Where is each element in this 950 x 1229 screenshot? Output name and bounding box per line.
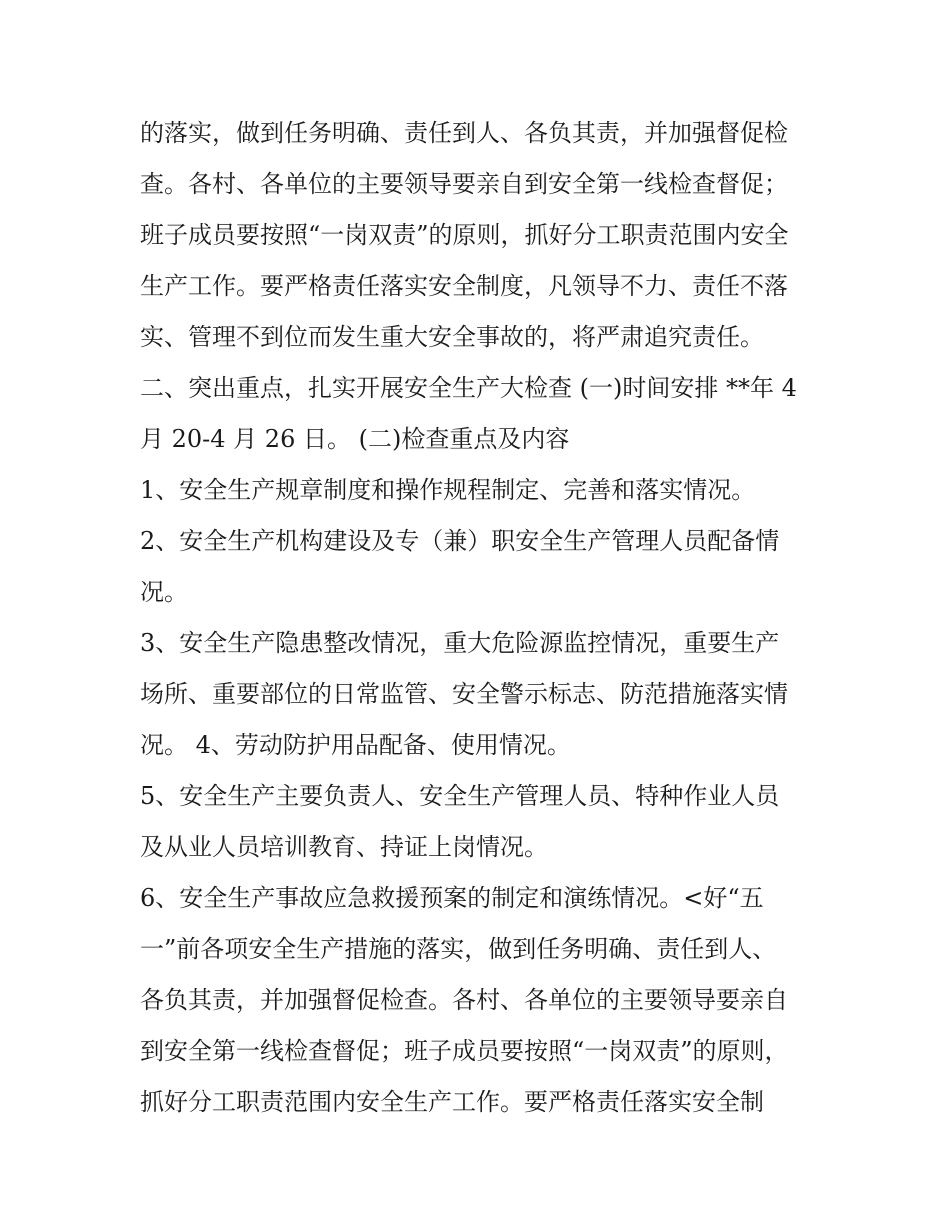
text-line: 及从业人员培训教育、持证上岗情况。 (140, 833, 548, 861)
section-heading-line: 二、突出重点，扎实开展安全生产大检查 (一)时间安排 **年 4 (140, 374, 797, 402)
text-line: 各负其责，并加强督促检查。各村、各单位的主要领导要亲自 (140, 986, 788, 1014)
text-line: 班子成员要按照“一岗双责”的原则，抓好分工职责范围内安全 (140, 221, 789, 249)
body-text (140, 108, 820, 1128)
text-line: 抓好分工职责范围内安全生产工作。要严格责任落实安全制 (140, 1088, 764, 1116)
list-item-5: 5、安全生产主要负责人、安全生产管理人员、特种作业人员 (140, 782, 780, 810)
list-item-1: 1、安全生产规章制度和操作规程制定、完善和落实情况。 (140, 476, 756, 504)
text-line: 一”前各项安全生产措施的落实，做到任务明确、责任到人、 (140, 935, 777, 963)
list-item-3: 3、安全生产隐患整改情况，重大危险源监控情况，重要生产 (140, 629, 780, 657)
list-item-4: 况。 4、劳动防护用品配备、使用情况。 (140, 731, 571, 759)
text-line: 查。各村、各单位的主要领导要亲自到安全第一线检查督促； (140, 170, 788, 198)
text-line: 生产工作。要严格责任落实安全制度，凡领导不力、责任不落 (140, 272, 788, 300)
text-line: 况。 (140, 578, 188, 606)
text-line: 到安全第一线检查督促；班子成员要按照“一岗双责”的原则， (140, 1037, 789, 1065)
text-line: 场所、重要部位的日常监管、安全警示标志、防范措施落实情 (140, 680, 788, 708)
text-line: 月 20-4 月 26 日。 (二)检查重点及内容 (140, 425, 570, 453)
text-line: 实、管理不到位而发生重大安全事故的，将严肃追究责任。 (140, 323, 764, 351)
text-line: 的落实，做到任务明确、责任到人、各负其责，并加强督促检 (140, 119, 788, 147)
list-item-6: 6、安全生产事故应急救援预案的制定和演练情况。<好“五 (140, 884, 764, 912)
list-item-2: 2、安全生产机构建设及专（兼）职安全生产管理人员配备情 (140, 527, 780, 555)
